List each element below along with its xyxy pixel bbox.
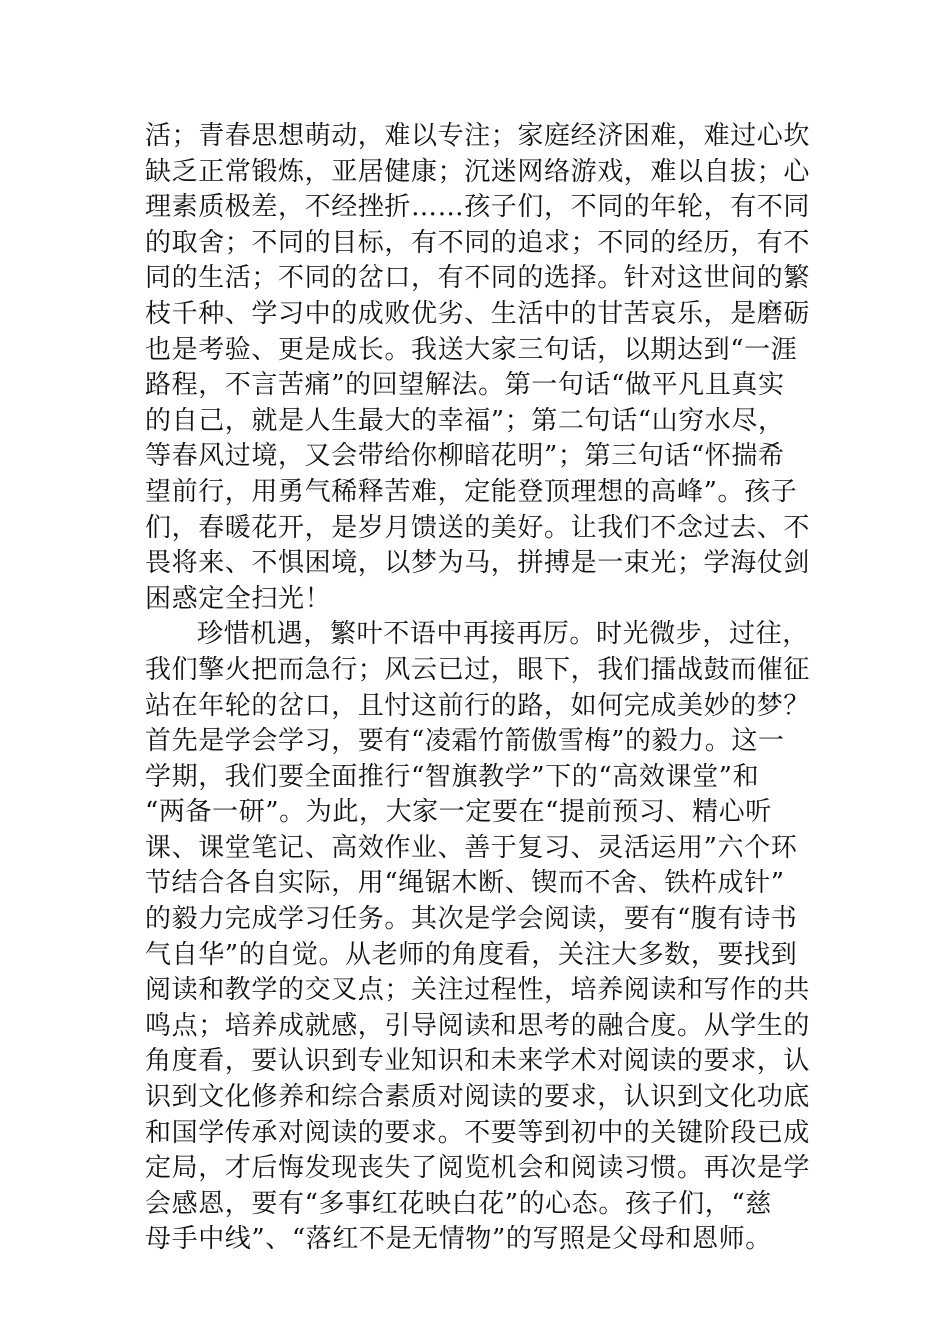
text-line: 定局，才后悔发现丧失了阅览机会和阅读习惯。再次是学 bbox=[145, 1153, 811, 1184]
text-line: 学期，我们要全面推行“智旗教学”下的“高效课堂”和 bbox=[145, 761, 760, 792]
text-line: 识到文化修养和综合素质对阅读的要求，认识到文化功底 bbox=[145, 1082, 811, 1113]
text-line: 畏将来、不惧困境，以梦为马，拼搏是一束光；学海仗剑 bbox=[145, 548, 811, 579]
paragraph-start-line: 珍惜机遇，繁叶不语中再接再厉。时光微步，过往， bbox=[197, 619, 809, 650]
text-line: 阅读和教学的交叉点；关注过程性，培养阅读和写作的共 bbox=[145, 975, 811, 1006]
text-line: 们，春暖花开，是岁月馈送的美好。让我们不念过去、不 bbox=[145, 512, 811, 543]
text-line: 路程，不言苦痛”的回望解法。第一句话“做平凡且真实 bbox=[145, 370, 785, 401]
text-line: 课、课堂笔记、高效作业、善于复习、灵活运用”六个环 bbox=[145, 832, 798, 863]
text-line: 也是考验、更是成长。我送大家三句话，以期达到“一涯 bbox=[145, 334, 798, 365]
text-line: 枝千种、学习中的成败优劣、生活中的甘苦哀乐，是磨砺 bbox=[145, 298, 811, 329]
text-line: 鸣点；培养成就感，引导阅读和思考的融合度。从学生的 bbox=[145, 1010, 811, 1041]
text-line: 困惑定全扫光！ bbox=[145, 583, 332, 614]
text-line: 活；青春思想萌动，难以专注；家庭经济困难，难过心坎 bbox=[145, 121, 811, 151]
text-line: 等春风过境，又会带给你柳暗花明”；第三句话“怀揣希 bbox=[145, 441, 785, 472]
text-line: 母手中线”、“落红不是无情物”的写照是父母和恩师。 bbox=[145, 1224, 772, 1255]
body-text bbox=[145, 119, 810, 1258]
text-line: 会感恩，要有“多事红花映白花”的心态。孩子们，“慈 bbox=[145, 1188, 772, 1219]
text-line: 和国学传承对阅读的要求。不要等到初中的关键阶段已成 bbox=[145, 1117, 811, 1148]
text-line: 同的生活；不同的岔口，有不同的选择。针对这世间的繁 bbox=[145, 263, 811, 294]
text-line: 节结合各自实际，用“绳锯木断、锲而不舍、铁杵成针” bbox=[145, 868, 785, 899]
text-line: 理素质极差，不经挫折……孩子们，不同的年轮，有不同 bbox=[145, 192, 811, 223]
text-line: 气自华”的自觉。从老师的角度看，关注大多数，要找到 bbox=[145, 939, 798, 970]
text-line: 的取舍；不同的目标，有不同的追求；不同的经历，有不 bbox=[145, 227, 811, 258]
text-line: 角度看，要认识到专业知识和未来学术对阅读的要求，认 bbox=[145, 1046, 811, 1077]
text-line: 站在年轮的岔口，且忖这前行的路，如何完成美妙的梦？ bbox=[145, 690, 811, 721]
text-line: 缺乏正常锻炼，亚居健康；沉迷网络游戏，难以自拔；心 bbox=[145, 156, 811, 187]
text-line: 的毅力完成学习任务。其次是学会阅读，要有“腹有诗书 bbox=[145, 904, 798, 935]
text-line: 的自己，就是人生最大的幸福”；第二句话“山穷水尽， bbox=[145, 405, 785, 436]
text-line: 首先是学会学习，要有“凌霜竹箭傲雪梅”的毅力。这一 bbox=[145, 726, 785, 757]
text-line: “两备一研”。为此，大家一定要在“提前预习、精心听 bbox=[145, 797, 772, 828]
text-line: 我们擎火把而急行；风云已过，眼下，我们擂战鼓而催征 bbox=[145, 654, 811, 685]
text-line: 望前行，用勇气稀释苦难，定能登顶理想的高峰”。孩子 bbox=[145, 476, 798, 507]
